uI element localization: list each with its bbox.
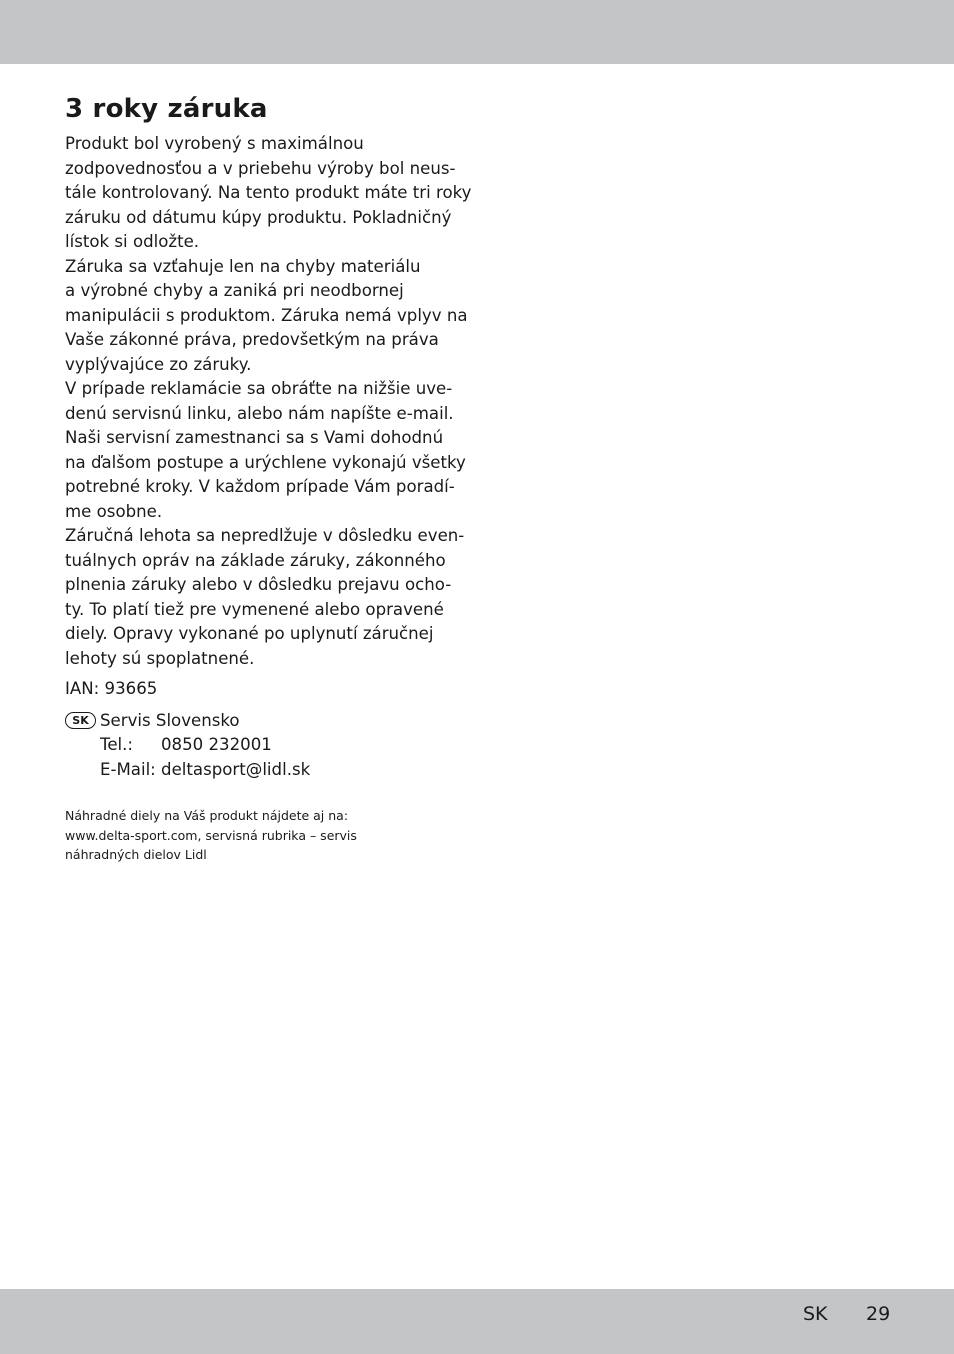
- service-email: E-Mail: deltasport@lidl.sk: [100, 759, 311, 779]
- text-line: lehoty sú spoplatnené.: [65, 648, 255, 668]
- text-line: tále kontrolovaný. Na tento produkt máte tri roky: [65, 183, 472, 202]
- service-title-row: [65, 709, 465, 734]
- country-badge-icon: SK: [65, 712, 96, 729]
- text-line: plnenia záruky alebo v dôsledku prejavu ocho-: [65, 575, 452, 594]
- spare-parts-note: [65, 806, 465, 865]
- text-line: potrebné kroky. V každom prípade Vám poradí-: [65, 477, 455, 496]
- ian-number: IAN: 93665: [65, 679, 158, 698]
- text-line: me osobne.: [65, 501, 163, 521]
- text-line: na ďalšom postupe a urýchlene vykonajú všetky: [65, 452, 466, 472]
- text-line: vyplývajúce zo záruky.: [65, 354, 252, 374]
- text-line: ty. To platí tiež pre vymenené alebo opravené: [65, 599, 444, 619]
- text-line: diely. Opravy vykonané po uplynutí záručnej: [65, 624, 434, 643]
- warranty-section: [65, 92, 472, 865]
- text-line: lístok si odložte.: [65, 232, 200, 251]
- page-number: 29: [866, 1303, 891, 1325]
- text-line: V prípade reklamácie sa obráťte na nižšie uve-: [65, 379, 453, 398]
- page-title: 3 roky záruka: [65, 94, 268, 124]
- note-line: náhradných dielov Lidl: [65, 847, 207, 862]
- text-line: Záručná lehota sa nepredlžuje v dôsledku even-: [65, 526, 465, 545]
- service-contact: [65, 709, 465, 783]
- note-line: www.delta-sport.com, servisná rubrika – servis: [65, 827, 357, 843]
- language-code: SK: [803, 1303, 828, 1325]
- service-phone: [65, 733, 465, 758]
- text-line: Záruka sa vzťahuje len na chyby materiálu: [65, 256, 421, 276]
- service-title: Servis Slovensko: [100, 710, 240, 730]
- warranty-text: [65, 132, 472, 671]
- text-line: Produkt bol vyrobený s maximálnou: [65, 134, 364, 153]
- phone-number: 0850 232001: [161, 735, 272, 754]
- text-line: Vaše zákonné práva, predovšetkým na práva: [65, 330, 439, 349]
- header-band: [0, 0, 954, 64]
- text-line: a výrobné chyby a zaniká pri neodbornej: [65, 281, 404, 300]
- text-line: denú servisnú linku, alebo nám napíšte e-mail.: [65, 403, 454, 423]
- text-line: Naši servisní zamestnanci sa s Vami dohodnú: [65, 428, 444, 447]
- text-line: zodpovednosťou a v priebehu výroby bol neus-: [65, 158, 456, 178]
- text-line: tuálnych opráv na základe záruky, zákonného: [65, 550, 446, 570]
- phone-label: Tel.:: [100, 735, 134, 754]
- note-line: Náhradné diely na Váš produkt nájdete aj na:: [65, 808, 349, 823]
- text-line: záruku od dátumu kúpy produktu. Pokladničný: [65, 207, 452, 227]
- text-line: manipulácii s produktom. Záruka nemá vplyv na: [65, 305, 468, 325]
